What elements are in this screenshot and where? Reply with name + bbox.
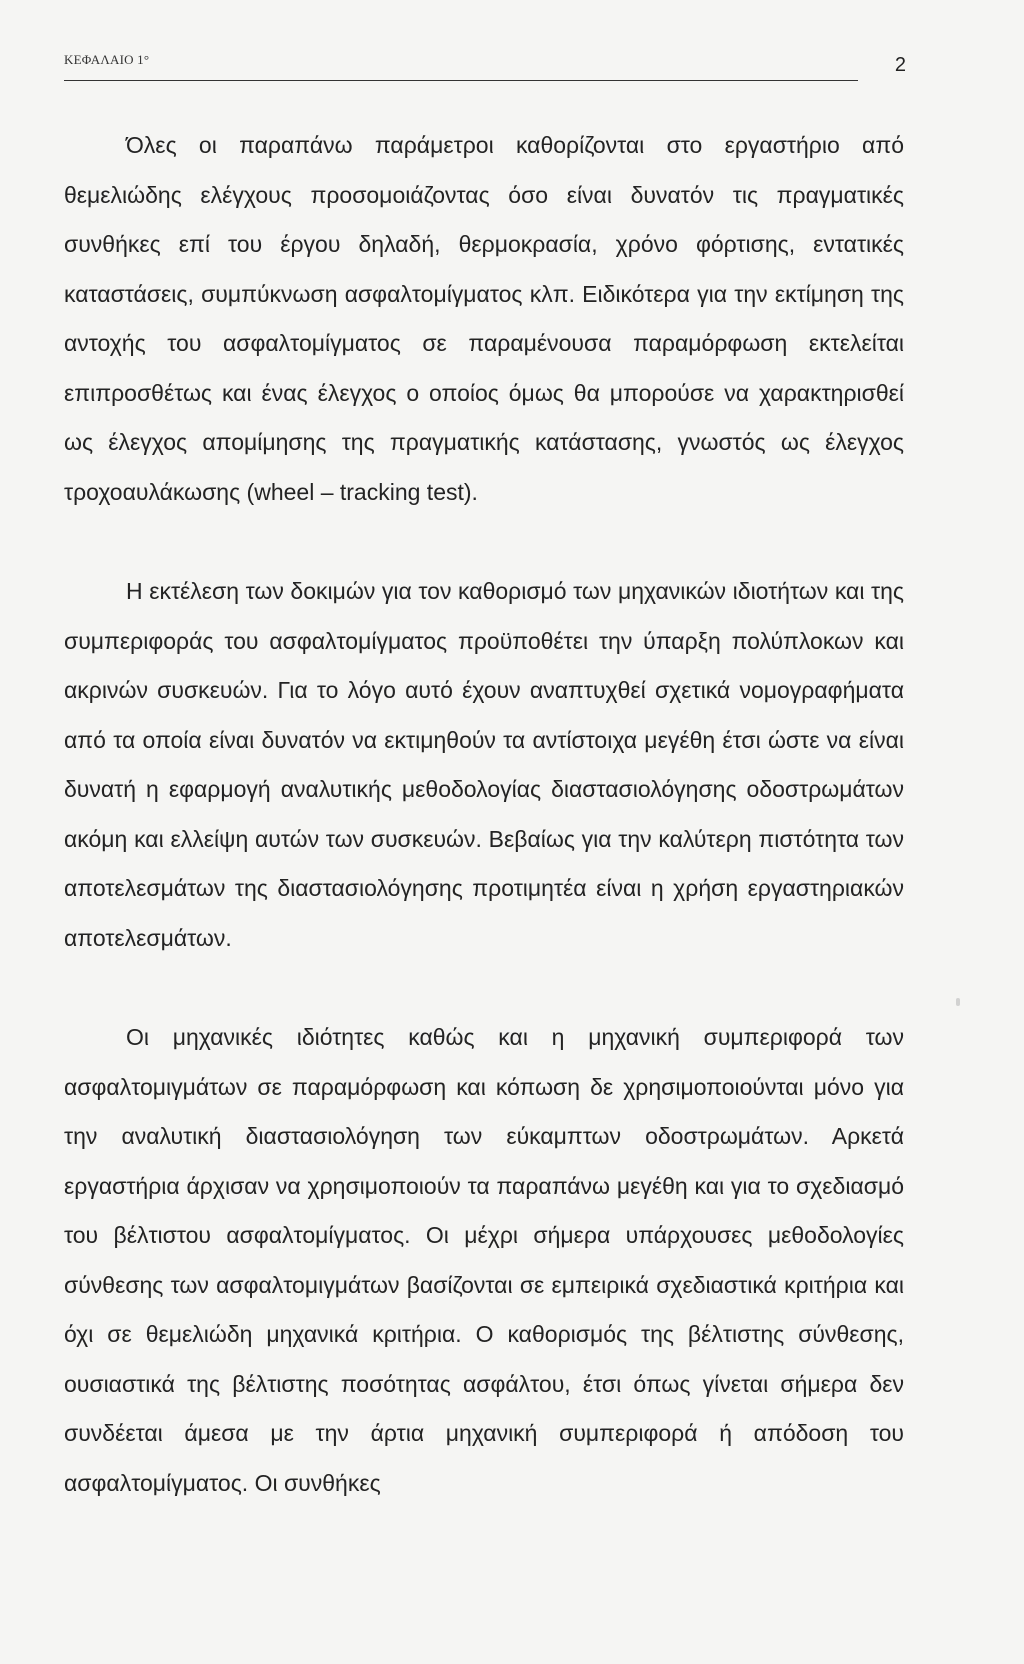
- paragraph: Όλες οι παραπάνω παράμετροι καθορίζονται στο εργαστήριο από θεμελιώδης ελέγχους προσομοιάζοντας όσο είναι δυνατόν τις πραγματικές συνθήκες επί του έργου δηλαδή, θερμοκρασία, χρόνο φόρτισης, εντατικές καταστάσεις, συμπύκνωση ασφαλτομίγματος κλπ. Ειδικότερα για την εκτίμηση της αντοχής του ασφαλτομίγματος σε παραμένουσα παραμόρφωση εκτελείται επιπροσθέτως και ένας έλεγχος ο οποίος όμως θα μπορούσε να χαρακτηρισθεί ως έλεγχος απομίμησης της πραγματικής κατάστασης, γνωστός ως έλεγχος τροχοαυλάκωσης (wheel – tracking test).: [64, 132, 904, 505]
- paragraph: Οι μηχανικές ιδιότητες καθώς και η μηχανική συμπεριφορά των ασφαλτομιγμάτων σε παραμόρφωση και κόπωση δε χρησιμοποιούνται μόνο για την αναλυτική διαστασιολόγηση των εύκαμπτων οδοστρωμάτων. Αρκετά εργαστήρια άρχισαν να χρησιμοποιούν τα παραπάνω μεγέθη και για το σχεδιασμό του βέλτιστου ασφαλτομίγματος. Οι μέχρι σήμερα υπάρχουσες μεθοδολογίες σύνθεσης των ασφαλτομιγμάτων βασίζονται σε εμπειρικά σχεδιαστικά κριτήρια και όχι σε θεμελιώδη μηχανικά κριτήρια. Ο καθορισμός της βέλτιστης σύνθεσης, ουσιαστικά της βέλτιστης ποσότητας ασφάλτου, έτσι όπως γίνεται σήμερα δεν συνδέεται άμεσα με την άρτια μηχανική συμπεριφορά ή απόδοση του ασφαλτομίγματος. Οι συνθήκες: [64, 1024, 904, 1496]
- document-body: [64, 121, 904, 1508]
- scan-speck: [956, 998, 960, 1006]
- header-rule: [64, 80, 858, 81]
- chapter-label: ΚΕΦΑΛΑΙΟ 1°: [64, 52, 150, 67]
- page-number: 2: [894, 54, 906, 76]
- paragraph: Η εκτέλεση των δοκιμών για τον καθορισμό των μηχανικών ιδιοτήτων και της συμπεριφοράς του ασφαλτομίγματος προϋποθέτει την ύπαρξη πολύπλοκων και ακρινών συσκευών. Για το λόγο αυτό έχουν αναπτυχθεί σχετικά νομογραφήματα από τα οποία είναι δυνατόν να εκτιμηθούν τα αντίστοιχα μεγέθη έτσι ώστε να είναι δυνατή η εφαρμογή αναλυτικής μεθοδολογίας διαστασιολόγησης οδοστρωμάτων ακόμη και ελλείψη αυτών των συσκευών. Βεβαίως για την καλύτερη πιστότητα των αποτελεσμάτων της διαστασιολόγησης προτιμητέα είναι η χρήση εργαστηριακών αποτελεσμάτων.: [64, 578, 904, 951]
- page-header: [64, 48, 906, 82]
